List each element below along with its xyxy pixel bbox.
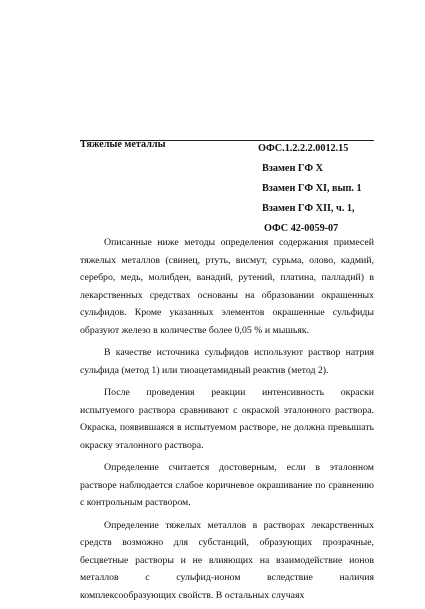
document-header [80,133,374,234]
paragraph: Определение считается достоверным, если в эталонном растворе наблюдается слабое коричневое окрашивание по сравнению с контрольным раствором. [80,462,374,508]
replaces-note: Взамен ГФ X [262,163,323,174]
paragraph: Описанные ниже методы определения содержания примесей тяжелых металлов (свинец, ртуть, висмут, сурьма, олово, кадмий, серебро, медь, молибден, ванадий, рутений, платина, палладий) в лекарственных средствах основаны на образовании окрашенных сульфидов. Кроме указанных элементов окрашенные сульфиды образуют железо в количестве более 0,05 % и мышьяк. [80,237,374,336]
replaces-note: ОФС 42-0059-07 [264,223,339,234]
paragraph: Определение тяжелых металлов в растворах лекарственных средств возможно для субстанций, образующих прозрачные, бесцветные растворы и не влияющих на взаимодействие ионов металлов с сульфид-ионом вследствие наличия комплексообразующих свойств. В остальных случаях [80,519,374,601]
document-title: Тяжелые металлы [80,139,166,150]
document-code: ОФС.1.2.2.2.0012.15 [258,143,349,154]
paragraph: В качестве источника сульфидов используют раствор натрия сульфида (метод 1) или тиоацетамидный реактив (метод 2). [80,347,374,376]
replaces-note: Взамен ГФ XII, ч. 1, [262,203,355,214]
paragraph: После проведения реакции интенсивность окраски испытуемого раствора сравнивают с окраской эталонного раствора. Окраска, появившаяся в испытуемом растворе, не должна превышать окраску эталонного раствора. [80,387,374,451]
document-codes [257,139,362,239]
replaces-note: Взамен ГФ XI, вып. 1 [262,183,362,194]
document-body [80,234,374,609]
